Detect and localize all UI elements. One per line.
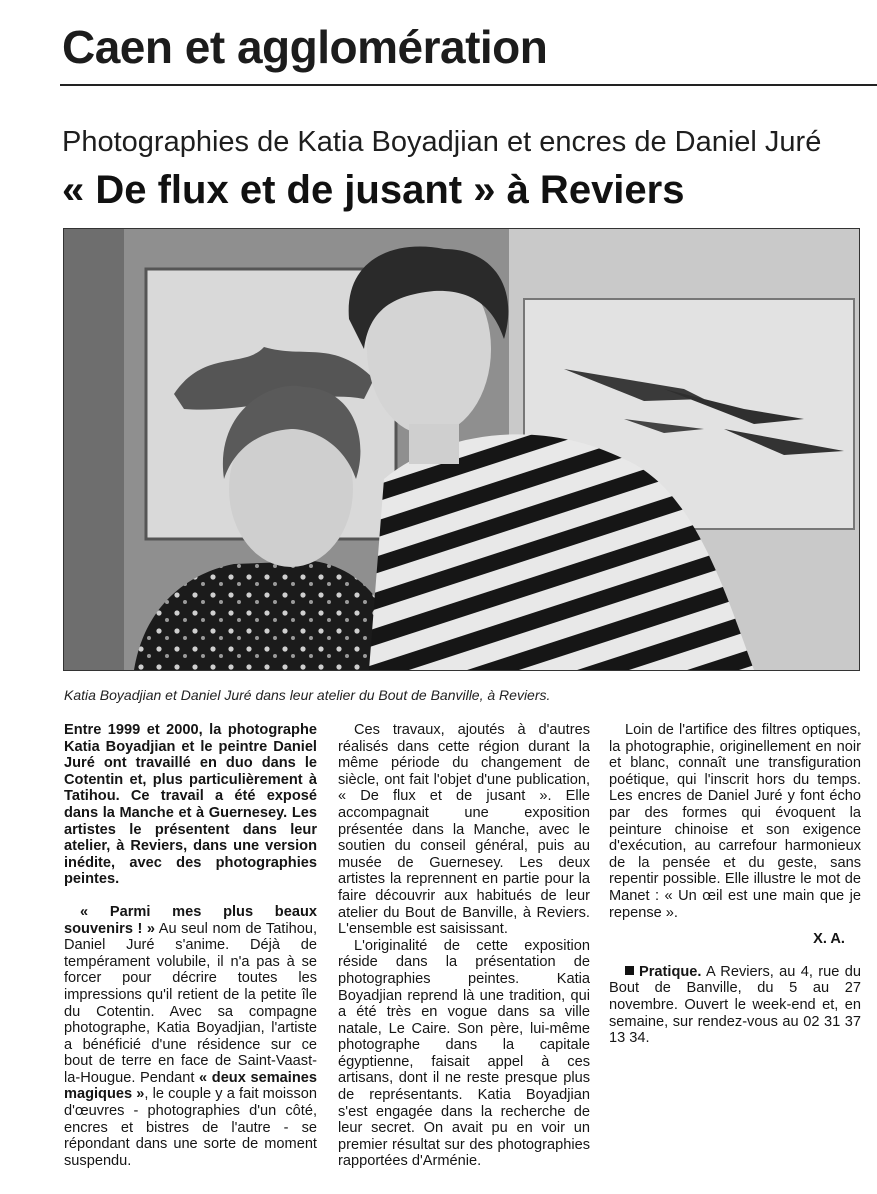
section-heading: Caen et agglomération [62,21,548,73]
article-photo [63,228,860,671]
article-lead: Entre 1999 et 2000, la photographe Katia Boyadjian et le peintre Daniel Juré ont travaillé en duo dans le Cotentin et, plus particulièrement à Tatihou. Ce travail a été exposé dans la Manche et à Guernesey. Les artistes le présentent dans leur atelier, à Reviers, dans une version inédite, avec des photographies peintes. [64,722,317,888]
article-column-1 [64,722,317,1169]
quote-text: « Parmi mes plus beaux souvenirs ! » [64,903,317,937]
article-kicker: Photographies de Katia Boyadjian et encres de Daniel Juré [62,126,822,158]
article-column-2 [338,722,590,1170]
article-headline: « De flux et de jusant » à Reviers [62,168,685,212]
practical-text: A Reviers, au 4, rue du Bout de Banville, du 5 au 27 novembre. Ouvert le week-end et, en semaine, sur rendez-vous au 02 31 37 13 34. [609,963,861,1047]
author-signature: X. A. [813,931,845,948]
practical-info [609,964,861,1047]
paragraph-text: Au seul nom de Tatihou, Daniel Juré s'anime. Déjà de tempérament volubile, il n'a pas à se forcer pour décrire toutes les impressions qu'il retient de la petite île du Cotentin. Avec sa compagne photographe, Katia Boyadjian, l'artiste a bénéficié d'une résidence sur ce bout de terre en face de Saint-Vaast-la-Hougue. Pendant [64,920,318,1086]
article-paragraph-3: L'originalité de cette exposition réside dans la présentation de photographies peintes. Katia Boyadjian reprend là une tradition, qui a été très en vogue dans sa ville natale, Le Caire. Son père, lui-même photographe dans la capitale égyptienne, faisait appel à ces artisans, dont il ne reste presque plus de représentants. Katia Boyadjian s'est engagée dans la recherche de leur secret. On avait pu en voir un premier résultat sur des photographies rapportées d'Arménie. [338,937,590,1170]
article-paragraph-4: Loin de l'artifice des filtres optiques, la photographie, originellement en noir et blanc, connaît une transfiguration poétique, qui l'inscrit hors du temps. Les encres de Daniel Juré y font écho par des formes qui évoquent la peinture chinoise et son exigence d'exécution, au carrefour harmonieux de la pensée et du geste, sans repentir possible. Elle illustre le mot de Manet : « Un œil est une main que je repense ». [609,722,861,921]
article-paragraph-2: Ces travaux, ajoutés à d'autres réalisés dans cette région durant la même période du changement de siècle, ont fait l'objet d'une publication, « De flux et de jusant ». Elle accompagnait une exposition présentée dans la Manche, avec le soutien du conseil général, puis au musée de Guernesey. Les deux artistes la reprennent en partie pour la faire découvrir aux habitués de leur atelier du Bout de Banville, à Reviers. L'ensemble est saisissant. [338,722,590,938]
section-rule [60,84,877,86]
photo-illustration [64,229,859,670]
article-column-3 [609,722,861,1047]
quote-text: « deux semaines magiques » [64,1069,317,1103]
bullet-square-icon [625,966,634,975]
article-paragraph-1 [64,904,317,1170]
practical-label: Pratique. [639,963,702,980]
paragraph-text: , le couple y a fait moisson d'œuvres - photographies d'un côté, encres et bistres de l'autre - se répondant dans une sorte de moment suspendu. [64,1086,318,1169]
photo-caption: Katia Boyadjian et Daniel Juré dans leur atelier du Bout de Banville, à Reviers. [64,687,551,703]
